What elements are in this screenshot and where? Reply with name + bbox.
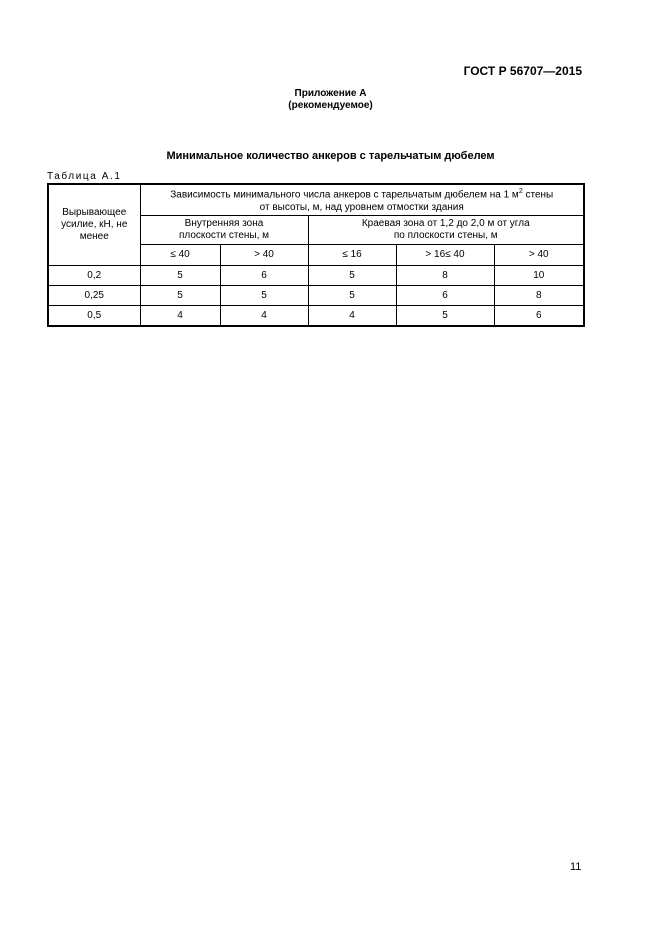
force-cell: 0,5	[48, 306, 140, 327]
value-cell: 8	[396, 266, 494, 286]
value-cell: 5	[140, 286, 220, 306]
page-number: 11	[570, 861, 582, 873]
zone-inner-line2: плоскости стены, м	[178, 230, 270, 241]
table-label: Таблица А.1	[47, 171, 122, 182]
zone-edge-line1: Краевая зона от 1,2 до 2,0 м от угла	[361, 218, 530, 229]
header-dependency-text-end: стены	[522, 189, 554, 201]
table-header-row	[48, 184, 584, 216]
value-cell: 4	[220, 306, 308, 327]
subheader-cell: ≤ 16	[308, 245, 396, 266]
subheader-cell: > 40	[220, 245, 308, 266]
subheader-cell: > 16≤ 40	[396, 245, 494, 266]
annex-block	[0, 88, 661, 112]
zone-edge-cell	[308, 216, 584, 245]
force-cell: 0,2	[48, 266, 140, 286]
table-row	[48, 286, 584, 306]
value-cell: 4	[308, 306, 396, 327]
value-cell: 5	[220, 286, 308, 306]
table-row	[48, 266, 584, 286]
subheader-cell: > 40	[494, 245, 584, 266]
value-cell: 5	[308, 266, 396, 286]
value-cell: 5	[396, 306, 494, 327]
value-cell: 6	[494, 306, 584, 327]
value-cell: 10	[494, 266, 584, 286]
anchor-table	[47, 183, 585, 327]
zone-edge-line2: по плоскости стены, м	[393, 230, 498, 241]
zone-inner-line1: Внутренняя зона	[184, 218, 264, 229]
value-cell: 4	[140, 306, 220, 327]
header-dependency-cell	[140, 184, 584, 216]
force-cell: 0,25	[48, 286, 140, 306]
header-dependency-text-2: от высоты, м, над уровнем отмостки здания	[259, 201, 464, 213]
header-dependency-text: Зависимость минимального числа анкеров с тарельчатым дюбелем на 1 м	[170, 189, 519, 201]
value-cell: 6	[396, 286, 494, 306]
header-dependency-sup: 2	[518, 188, 523, 196]
value-cell: 5	[308, 286, 396, 306]
table-heading: Минимальное количество анкеров с тарельчатым дюбелем	[166, 150, 495, 162]
value-cell: 8	[494, 286, 584, 306]
zone-inner-cell	[140, 216, 308, 245]
subheader-cell: ≤ 40	[140, 245, 220, 266]
table-row	[48, 306, 584, 327]
header-force-cell: Вырывающее усилие, кН, не менее	[48, 184, 140, 266]
standard-code: ГОСТ Р 56707—2015	[463, 64, 582, 78]
value-cell: 5	[140, 266, 220, 286]
annex-title: Приложение А	[294, 88, 367, 99]
value-cell: 6	[220, 266, 308, 286]
annex-status: (рекомендуемое)	[288, 100, 373, 111]
